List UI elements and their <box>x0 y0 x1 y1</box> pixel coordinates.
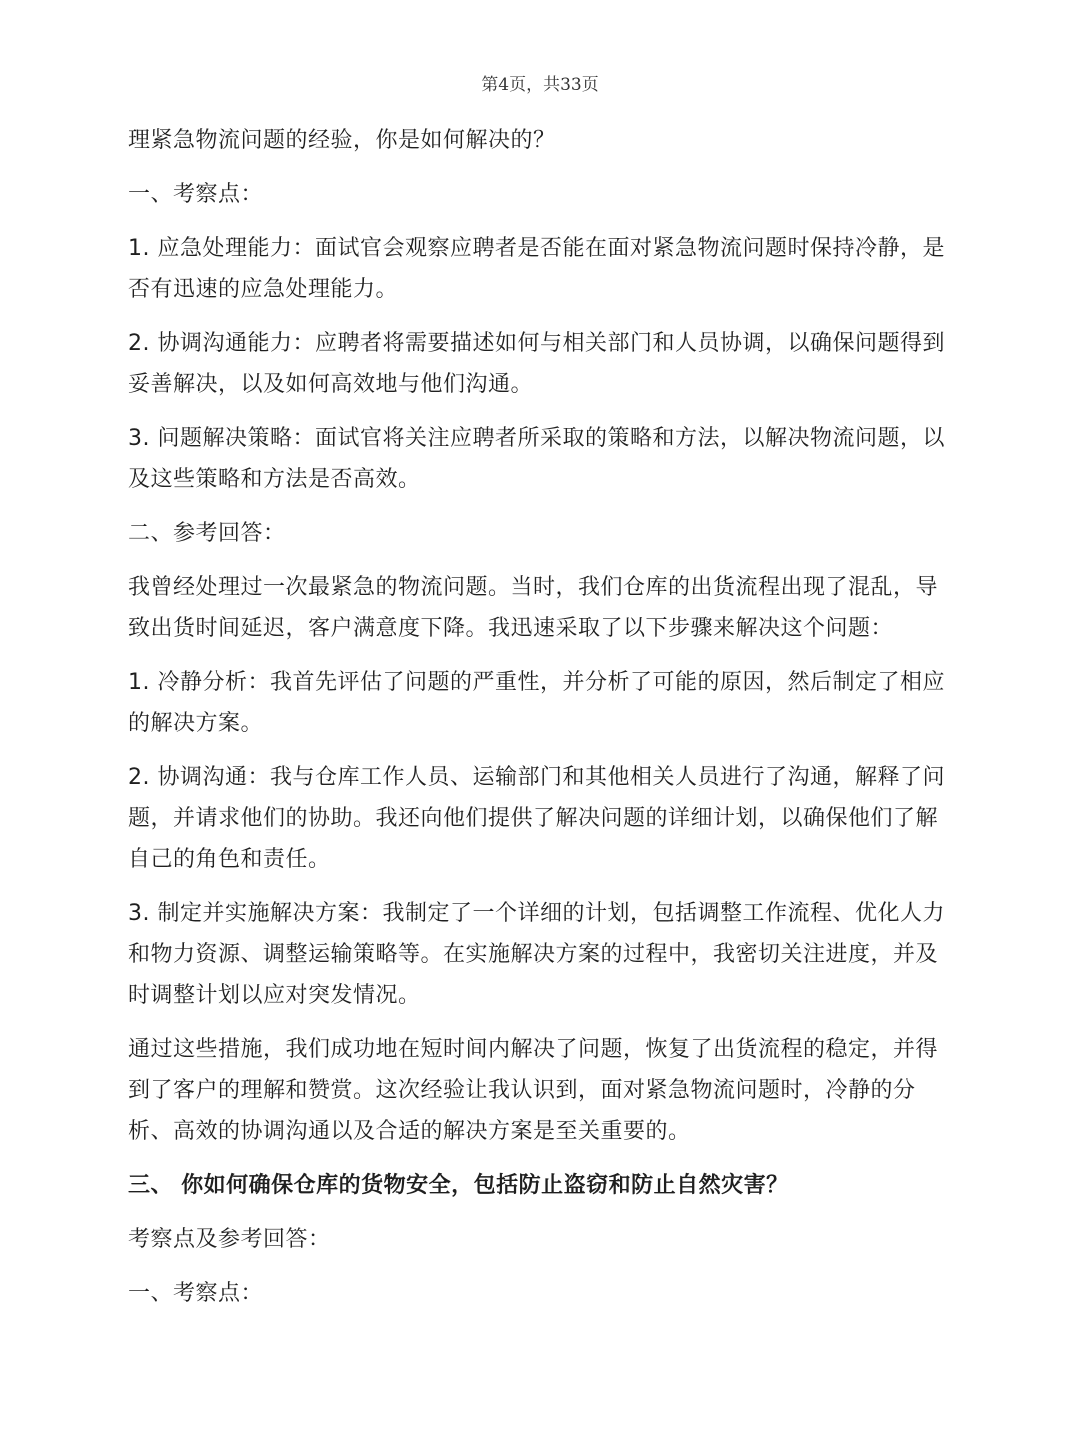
question-heading-3: 三、 你如何确保仓库的货物安全，包括防止盗窃和防止自然灾害？ <box>128 1173 789 1198</box>
heading-assessment-points: 一、考察点： <box>128 182 264 207</box>
paragraph-question-continuation: 理紧急物流问题的经验，你是如何解决的？ <box>128 128 556 153</box>
heading-points-and-answer: 考察点及参考回答： <box>128 1227 331 1252</box>
heading-assessment-points-2: 一、考察点： <box>128 1281 264 1306</box>
heading-reference-answer: 二、参考回答： <box>128 521 286 546</box>
list-item-coordination: 2. 协调沟通能力：应聘者将需要描述如何与相关部门和人员协调，以确保问题得到妥善解决，以及如何高效地与他们沟通。 <box>128 331 945 397</box>
page-indicator: 第4页，共33页 <box>481 75 599 95</box>
list-item-problem-solving: 3. 问题解决策略：面试官将关注应聘者所采取的策略和方法，以解决物流问题，以及这些策略和方法是否高效。 <box>128 426 945 492</box>
document-body <box>128 120 956 1327</box>
paragraph-answer-intro: 我曾经处理过一次最紧急的物流问题。当时，我们仓库的出货流程出现了混乱，导致出货时间延迟，客户满意度下降。我迅速采取了以下步骤来解决这个问题： <box>128 575 939 641</box>
list-item-coordinate-communicate: 2. 协调沟通：我与仓库工作人员、运输部门和其他相关人员进行了沟通，解释了问题，并请求他们的协助。我还向他们提供了解决问题的详细计划，以确保他们了解自己的角色和责任。 <box>128 765 945 872</box>
paragraph-answer-conclusion: 通过这些措施，我们成功地在短时间内解决了问题，恢复了出货流程的稳定，并得到了客户的理解和赞赏。这次经验让我认识到，面对紧急物流问题时，冷静的分析、高效的协调沟通以及合适的解决方案是至关重要的。 <box>128 1037 939 1144</box>
list-item-implement-solution: 3. 制定并实施解决方案：我制定了一个详细的计划，包括调整工作流程、优化人力和物力资源、调整运输策略等。在实施解决方案的过程中，我密切关注进度，并及时调整计划以应对突发情况。 <box>128 901 945 1008</box>
list-item-calm-analysis: 1. 冷静分析：我首先评估了问题的严重性，并分析了可能的原因，然后制定了相应的解决方案。 <box>128 670 945 736</box>
list-item-emergency-handling: 1. 应急处理能力：面试官会观察应聘者是否能在面对紧急物流问题时保持冷静，是否有迅速的应急处理能力。 <box>128 236 945 302</box>
